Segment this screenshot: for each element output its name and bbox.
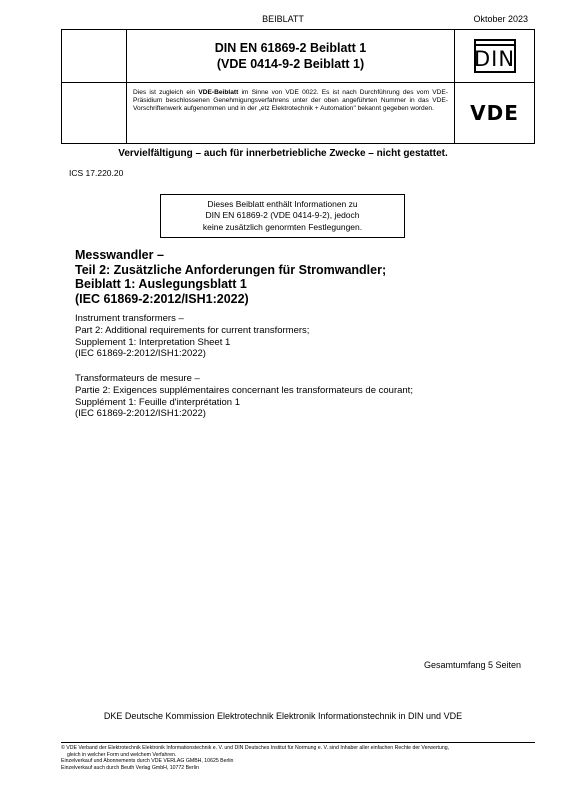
din-logo-cell [455,30,534,83]
table-cell-blank [62,30,127,83]
vde-notice-text [127,83,455,143]
vde-notice-part1: Dies ist zugleich ein [133,89,199,96]
title-en-line2: Part 2: Additional requirements for current transformers; [75,324,310,336]
header-date: Oktober 2023 [473,14,528,24]
footer-line1: © VDE Verband der Elektrotechnik Elektronik Informationstechnik e. V. und DIN Deutsches Institut für Normung e. V. sind Inhaber aller einfachen Rechte der Verwertung, [61,745,450,751]
title-fr-line3: Supplément 1: Feuille d'interprétation 1 [75,396,240,408]
title-fr-line4: (IEC 61869-2:2012/ISH1:2022) [75,408,206,420]
title-french [75,373,545,420]
vde-notice-bold: VDE-Beiblatt [198,89,239,96]
din-logo-text: DIN [473,46,516,71]
title-en-line3: Supplement 1: Interpretation Sheet 1 [75,336,231,348]
table-cell-blank [62,83,127,143]
document-number-line1: DIN EN 61869-2 Beiblatt 1 [214,41,367,55]
info-box [160,194,405,238]
info-box-line1: Dieses Beiblatt enthält Informationen zu [207,198,358,209]
title-fr-line1: Transformateurs de mesure – [75,373,200,384]
footer-divider [61,742,535,743]
title-en-line4: (IEC 61869-2:2012/ISH1:2022) [75,348,206,360]
title-en-line1: Instrument transformers – [75,313,184,324]
footer-line3: Einzelverkauf und Abonnements durch VDE VERLAG GMBH, 10625 Berlin [61,758,234,765]
total-pages: Gesamtumfang 5 Seiten [423,660,521,670]
ics-code: ICS 17.220.20 [69,168,124,178]
footer-line2: gleich in welcher Form und welchem Verfahren. [67,751,177,758]
copy-notice: Vervielfältigung – auch für innerbetriebliche Zwecke – nicht gestattet. [118,148,448,159]
dke-line: DKE Deutsche Kommission Elektrotechnik Elektronik Informationstechnik in DIN und VDE [103,711,463,721]
header-label: BEIBLATT [262,14,304,24]
vde-logo: VDE [470,101,519,125]
footer-line4: Einzelverkauf auch durch Beuth Verlag GmbH, 10772 Berlin [61,764,199,771]
main-title-line3: Beiblatt 1: Auslegungsblatt 1 [75,277,247,291]
info-box-line2: DIN EN 61869-2 (VDE 0414-9-2), jedoch [205,210,360,221]
main-title-line4: (IEC 61869-2:2012/ISH1:2022) [75,291,249,306]
title-fr-line2: Partie 2: Exigences supplémentaires concernant les transformateurs de courant; [75,384,413,396]
main-title-line2: Teil 2: Zusätzliche Anforderungen für Stromwandler; [75,262,387,277]
info-box-line3: keine zusätzlich genormten Festlegungen. [202,221,363,232]
title-table [61,29,535,144]
document-number-line2: (VDE 0414-9-2 Beiblatt 1) [216,57,365,71]
document-number [127,30,455,83]
vde-logo-cell [455,83,534,143]
din-logo [474,39,516,73]
main-title-line1: Messwandler – [75,248,164,262]
title-english [75,313,535,360]
main-title-de [75,248,535,306]
vde-notice-part2: im Sinne von VDE 0022. Es ist nach Durchführung des vom VDE-Präsidium beschlossenen Genehmigungsverfahrens unter der oben angeführten Nummer in das VDE-Vorschriftenwerk aufgenommen und in der „etz Elektrotechnik + Automation" bekannt gegeben worden. [133,89,448,113]
footer-copyright [61,745,541,771]
